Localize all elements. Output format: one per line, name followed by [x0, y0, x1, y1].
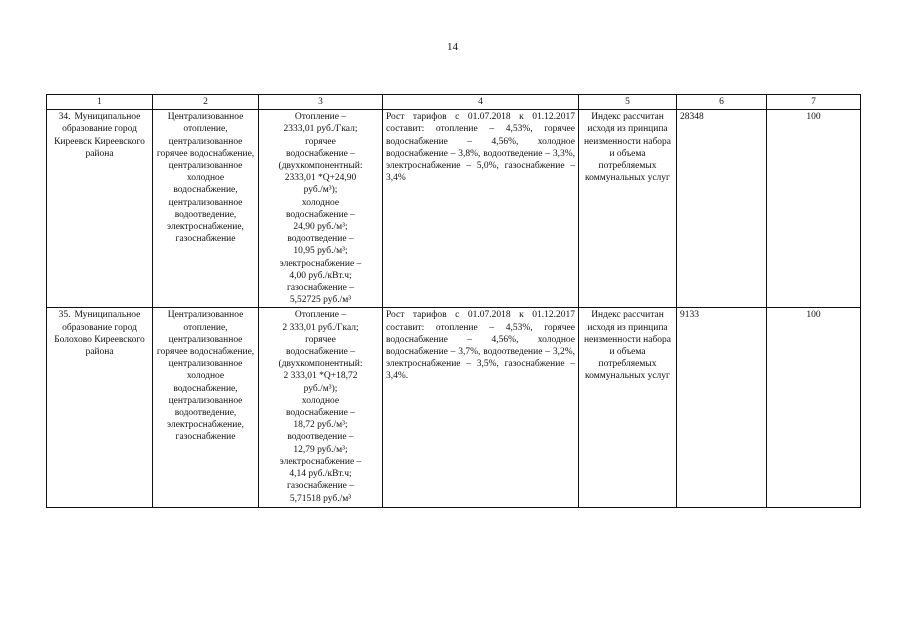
tariff-line: 10,95 руб./м³; — [293, 246, 348, 257]
table-row — [47, 110, 861, 308]
tariff-growth-cell: Рост тарифов с 01.07.2018 к 01.12.2017 составит: отопление – 4,53%, горячее водоснабжение – 4,56%, холодное водоснабжение – 3,8%, водоотведение – 3,3%, электроснабжение – 5,0%, газоснабжение – 3,4% — [383, 110, 579, 308]
tariff-line: 2333,01 руб./Гкал; — [283, 124, 358, 135]
tariff-line: водоснабжение – — [286, 408, 355, 419]
tariff-line: газоснабжение – — [286, 481, 355, 492]
tariff-line: (двухкомпонентный: — [278, 359, 363, 370]
tariff-line: электроснабжение – — [279, 258, 362, 269]
services-cell: Централизованное отопление, централизованное горячее водоснабжение, централизованное холодное водоснабжение, централизованное водоотведение, электроснабжение, газоснабжение — [153, 308, 259, 508]
tariff-line: водоотведение – — [287, 234, 354, 245]
population-cell: 28348 — [677, 110, 767, 308]
column-header-7: 7 — [767, 95, 861, 110]
column-header-5: 5 — [579, 95, 677, 110]
index-note-cell: Индекс рассчитан исходя из принципа неизменности набора и объема потребляемых коммунальных услуг — [579, 308, 677, 508]
row-number: 35. — [58, 310, 71, 321]
share-cell: 100 — [767, 308, 861, 508]
table-row — [47, 308, 861, 508]
tariff-line: руб./м³); — [303, 185, 338, 196]
tariff-line: горячее — [305, 136, 336, 147]
column-header-4: 4 — [383, 95, 579, 110]
tariffs-cell — [259, 308, 383, 508]
share-cell: 100 — [767, 110, 861, 308]
tariff-line: газоснабжение – — [286, 283, 355, 294]
tariff-line: электроснабжение – — [279, 456, 362, 467]
tariff-line: водоснабжение – — [286, 148, 355, 159]
tariff-line: водоснабжение – — [286, 209, 355, 220]
tariff-growth-cell: Рост тарифов с 01.07.2018 к 01.12.2017 составит: отопление – 4,53%, горячее водоснабжение – 4,56%, холодное водоснабжение – 3,7%, водоотведение – 3,2%, электроснабжение – 3,5%, газоснабжение – 3,4%. — [383, 308, 579, 508]
tariff-line: 12,79 руб./м³; — [293, 444, 348, 455]
page-number: 14 — [447, 41, 458, 53]
column-header-3: 3 — [259, 95, 383, 110]
tariff-line: 5,52725 руб./м³ — [289, 295, 352, 306]
column-header-2: 2 — [153, 95, 259, 110]
population-cell: 9133 — [677, 308, 767, 508]
tariff-line: холодное — [301, 197, 340, 208]
tariff-line: 2 333,01 руб./Гкал; — [282, 322, 359, 333]
tariff-line: водоотведение – — [287, 432, 354, 443]
tariffs-cell — [259, 110, 383, 308]
tariff-line: 18,72 руб./м³; — [293, 420, 348, 431]
column-header-1: 1 — [47, 95, 153, 110]
tariff-line: Отопление – — [294, 310, 347, 321]
tariff-line: Отопление – — [294, 112, 347, 123]
header-row — [47, 95, 861, 110]
tariff-line: 4,00 руб./кВт.ч; — [289, 270, 352, 281]
column-header-6: 6 — [677, 95, 767, 110]
tariff-line: 4,14 руб./кВт.ч; — [289, 469, 352, 480]
municipality-cell — [47, 308, 153, 508]
tariff-line: водоснабжение – — [286, 347, 355, 358]
tariff-line: 24,90 руб./м³; — [293, 222, 348, 233]
tariff-line: 2 333,01 *Q+18,72 — [283, 371, 358, 382]
tariff-table — [46, 94, 861, 508]
tariff-line: холодное — [301, 395, 340, 406]
index-note-cell: Индекс рассчитан исходя из принципа неизменности набора и объема потребляемых коммунальных услуг — [579, 110, 677, 308]
services-cell: Централизованное отопление, централизованное горячее водоснабжение, централизованное холодное водоснабжение, централизованное водоотведение, электроснабжение, газоснабжение — [153, 110, 259, 308]
tariff-line: горячее — [305, 334, 336, 345]
tariff-line: руб./м³); — [303, 383, 338, 394]
tariff-line: 2333,01 *Q+24,90 — [284, 173, 357, 184]
municipality-name: Муниципальное образование город Киреевск Киреевского района — [54, 112, 145, 159]
tariff-line: 5,71518 руб./м³ — [289, 493, 352, 504]
row-number: 34. — [58, 112, 71, 123]
tariff-line: (двухкомпонентный: — [278, 161, 363, 172]
municipality-name: Муниципальное образование город Болохово Киреевского района — [54, 310, 145, 358]
municipality-cell — [47, 110, 153, 308]
